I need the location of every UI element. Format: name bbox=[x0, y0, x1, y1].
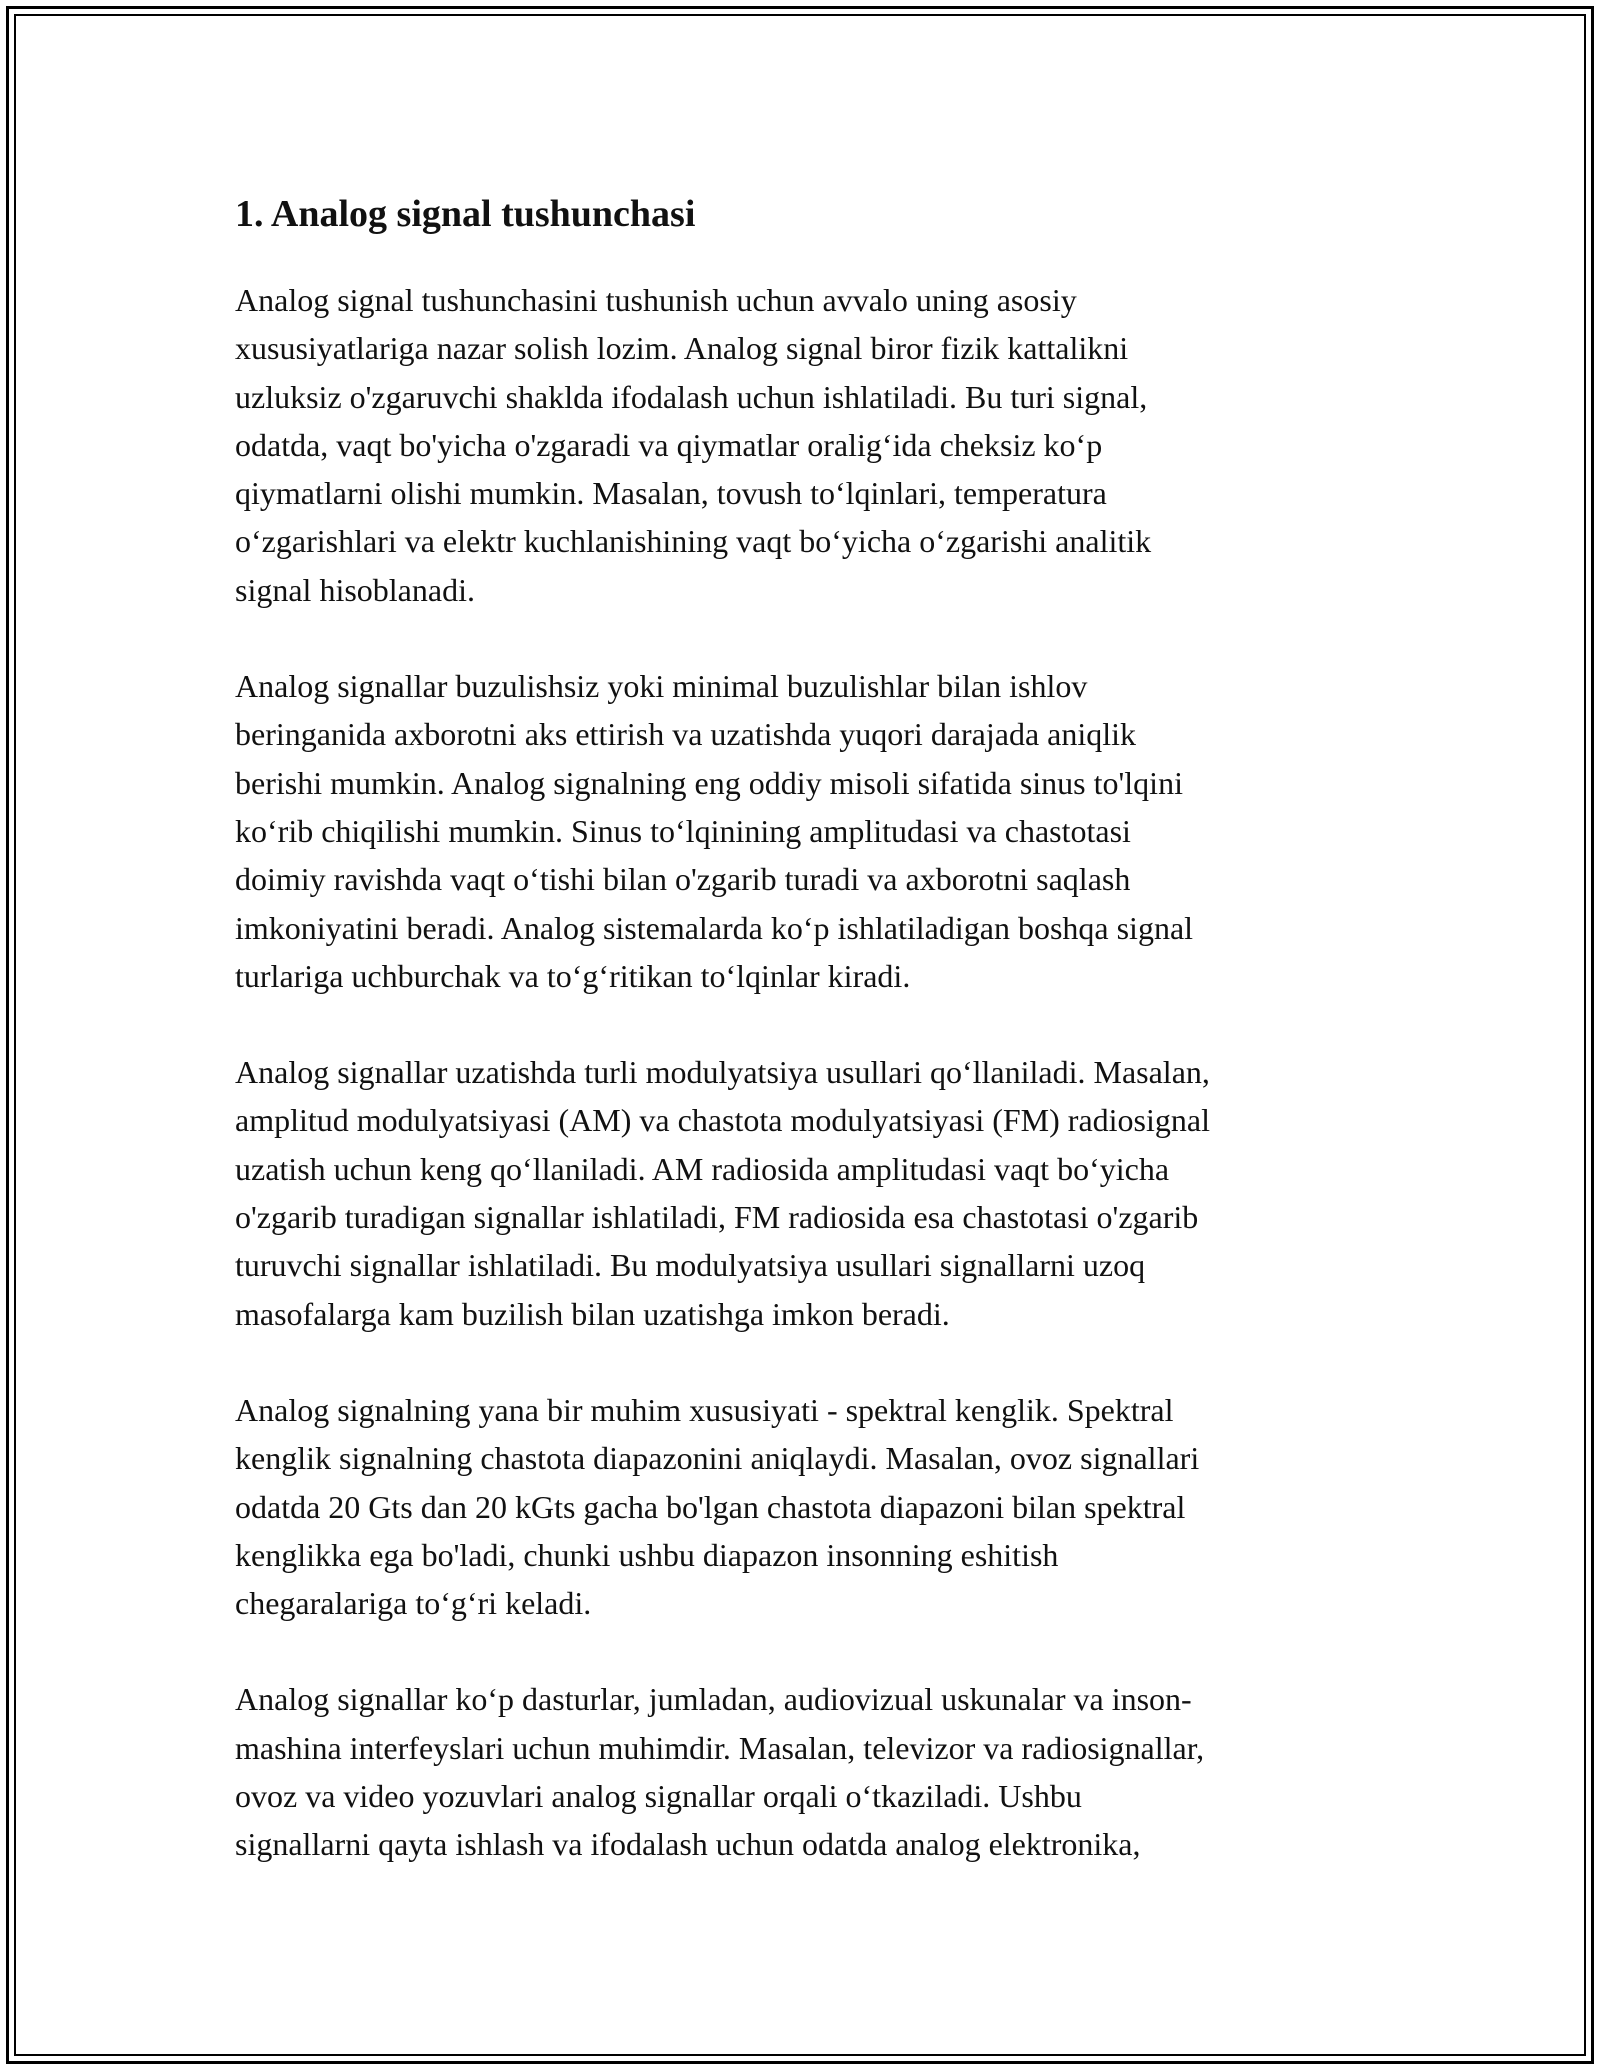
paragraph-2: Analog signallar buzulishsiz yoki minimal buzulishlar bilan ishlov beringanida axborotni aks ettirish va uzatishda yuqori darajada aniqlik berishi mumkin. Analog signalning eng oddiy misoli sifatida sinus to'lqini ko‘rib chiqilishi mumkin. Sinus to‘lqinining amplitudasi va chastotasi doimiy ravishda vaqt o‘tishi bilan o'zgarib turadi va axborotni saqlash imkoniyatini beradi. Analog sistemalarda ko‘p ishlatiladigan boshqa signal turlariga uchburchak va to‘g‘ritikan to‘lqinlar kiradi. bbox=[235, 668, 1194, 994]
section-title: 1. Analog signal tushunchasi bbox=[235, 193, 696, 235]
document-body bbox=[235, 186, 1370, 1917]
paragraph-5: Analog signallar ko‘p dasturlar, jumladan, audiovizual uskunalar va inson- mashina interfeyslari uchun muhimdir. Masalan, televizor va radiosignallar, ovoz va video yozuvlari analog signallar orqali o‘tkaziladi. Ushbu signallarni qayta ishlash va ifodalash uchun odatda analog elektronika, bbox=[235, 1681, 1205, 1863]
paragraph-3: Analog signallar uzatishda turli modulyatsiya usullari qo‘llaniladi. Masalan, amplitud modulyatsiyasi (AM) va chastota modulyatsiyasi (FM) radiosignal uzatish uchun keng qo‘llaniladi. AM radiosida amplitudasi vaqt bo‘yicha o'zgarib turadigan signallar ishlatiladi, FM radiosida esa chastotasi o'zgarib turuvchi signallar ishlatiladi. Bu modulyatsiya usullari signallarni uzoq masofalarga kam buzilish bilan uzatishga imkon beradi. bbox=[235, 1054, 1210, 1332]
paragraph-4: Analog signalning yana bir muhim xususiyati - spektral kenglik. Spektral kenglik signalning chastota diapazonini aniqlaydi. Masalan, ovoz signallari odatda 20 Gts dan 20 kGts gacha bo'lgan chastota diapazoni bilan spektral kenglikka ega bo'ladi, chunki ushbu diapazon insonning eshitish chegaralariga to‘g‘ri keladi. bbox=[235, 1391, 1200, 1622]
paragraph-1: Analog signal tushunchasini tushunish uchun avvalo uning asosiy xususiyatlariga nazar solish lozim. Analog signal biror fizik kattalikni uzluksiz o'zgaruvchi shaklda ifodalash uchun ishlatiladi. Bu turi signal, odatda, vaqt bo'yicha o'zgaradi va qiymatlar oralig‘ida cheksiz ko‘p qiymatlarni olishi mumkin. Masalan, tovush to‘lqinlari, temperatura o‘zgarishlari va elektr kuchlanishining vaqt bo‘yicha o‘zgarishi analitik signal hisoblanadi. bbox=[235, 282, 1152, 608]
